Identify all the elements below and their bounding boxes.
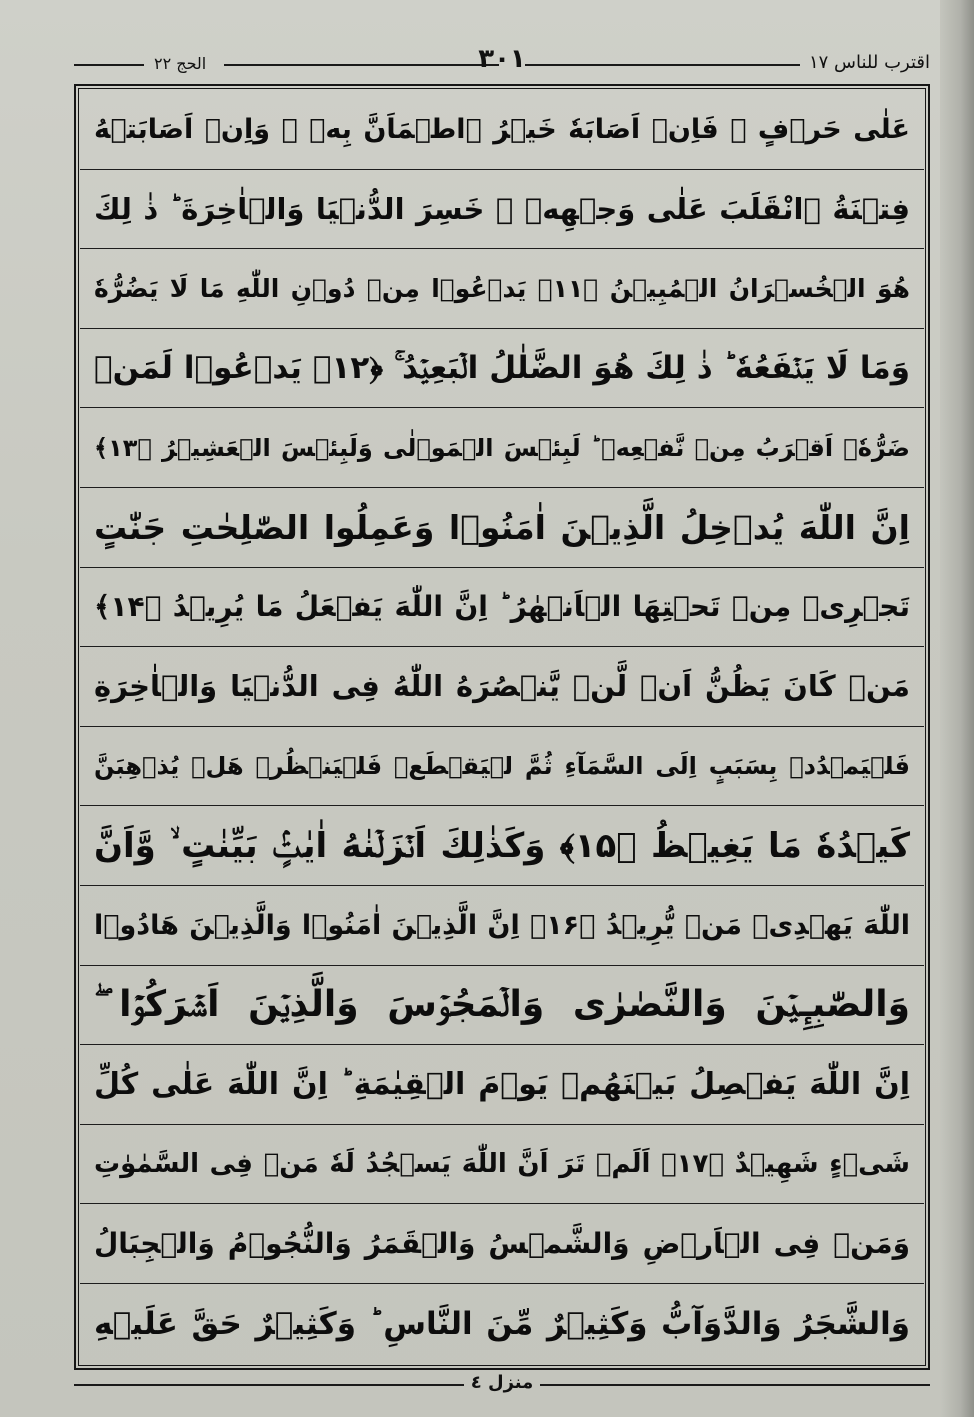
verse-line: تَجۡرِىۡ مِنۡ تَحۡتِهَا الۡاَنۡهٰرُ ؕ اِنَّ اللّٰهَ يَفۡعَلُ مَا يُرِيۡدُ ﴿۱۴﴾ [80,568,924,648]
verse-line: ضَرُّهٗۤ اَقۡرَبُ مِنۡ نَّفۡعِهٖ ؕ لَبِئۡسَ الۡمَوۡلٰى وَلَبِئۡسَ الۡعَشِيۡرُ ﴿۱۳﴾ [80,408,924,488]
verse-line: وَالصّٰبِـِٕيۡنَ وَالنَّصٰرٰى وَالۡمَجُوۡسَ وَالَّذِيۡنَ اَشۡرَكُوۡۤا ۖ [80,966,924,1046]
verse-line: كَيۡدُهٗ مَا يَغِيۡظُ ﴿۱۵﴾ وَكَذٰلِكَ اَنۡزَلۡنٰهُ اٰيٰتٍۢ بَيِّنٰتٍ ۙ وَّاَنَّ [80,806,924,886]
verse-line: فِتۡنَةُ ۨانْقَلَبَ عَلٰى وَجۡهِهٖ ۚ خَسِرَ الدُّنۡيَا وَالۡاٰخِرَةَ ؕ ذٰ لِكَ [80,170,924,250]
verse-line: وَمَا لَا يَنۡفَعُهٗ ؕ ذٰ لِكَ هُوَ الضَّلٰلُ الۡبَعِيۡدُ ۚ ﴿۱۲﴾ يَدۡعُوۡا لَمَنۡ [80,329,924,409]
verse-line: وَمَنۡ فِى الۡاَرۡضِ وَالشَّمۡسُ وَالۡقَمَرُ وَالنُّجُوۡمُ وَالۡجِبَالُ [80,1204,924,1284]
header-rule-far-left [74,64,144,66]
verse-line: وَالشَّجَرُ وَالدَّوَآبُّ وَكَثِيۡرٌ مِّنَ النَّاسِ ؕ وَكَثِيۡرٌ حَقَّ عَلَيۡهِ [94,1305,910,1342]
header-rule-right [525,64,800,66]
verse-line: اللّٰهَ يَهۡدِىۡ مَنۡ يُّرِيۡدُ ﴿۱۶﴾ اِنَّ الَّذِيۡنَ اٰمَنُوۡا وَالَّذِيۡنَ هَادُوۡا [80,886,924,966]
book-spine-shadow [940,0,974,1417]
verse-line: فَلۡيَمۡدُدۡ بِسَبَبٍ اِلَى السَّمَآءِ ثُمَّ لۡيَقۡطَعۡ فَلۡيَنۡظُرۡ هَلۡ يُذۡهِبَنَّ [80,727,924,807]
verse-lines [80,90,924,1364]
verse-line: اِنَّ اللّٰهَ يُدۡخِلُ الَّذِيۡنَ اٰمَنُوۡا وَعَمِلُوا الصّٰلِحٰتِ جَنّٰتٍ [80,488,924,568]
verse-line: مَنۡ كَانَ يَظُنُّ اَنۡ لَّنۡ يَّنۡصُرَهُ اللّٰهُ فِى الدُّنۡيَا وَالۡاٰخِرَةِ [80,647,924,727]
verse-line: اِنَّ اللّٰهَ يَفۡصِلُ بَيۡنَهُمۡ يَوۡمَ الۡقِيٰمَةِ ؕ اِنَّ اللّٰهَ عَلٰى كُلِّ [80,1045,924,1125]
page-number: ٣٠١ [478,44,526,74]
page-header [74,44,930,80]
footer-rule-left [74,1384,464,1386]
surah-label: الحج ٢٢ [154,54,207,73]
footer-rule-right [540,1384,930,1386]
manzil-label: منزل ٤ [470,1372,534,1393]
verse-line: عَلٰى حَرۡفٍ ۚ فَاِنۡ اَصَابَهٗ خَيۡرُ ۨاطۡمَاَنَّ بِهٖ ۚ وَاِنۡ اَصَابَتۡهُ [80,90,924,170]
verse-line: هُوَ الۡخُسۡرَانُ الۡمُبِيۡنُ ﴿۱۱﴾ يَدۡعُوۡا مِنۡ دُوۡنِ اللّٰهِ مَا لَا يَضُرُّهٗ [80,249,924,329]
juz-title: اقترب للناس ١٧ [808,52,930,73]
page-footer [74,1372,930,1398]
header-rule-left [224,64,499,66]
verse-line: شَىۡءٍ شَهِيۡدٌ ﴿۱۷﴾ اَلَمۡ تَرَ اَنَّ اللّٰهَ يَسۡجُدُ لَهٗ مَنۡ فِى السَّمٰوٰتِ [80,1125,924,1205]
